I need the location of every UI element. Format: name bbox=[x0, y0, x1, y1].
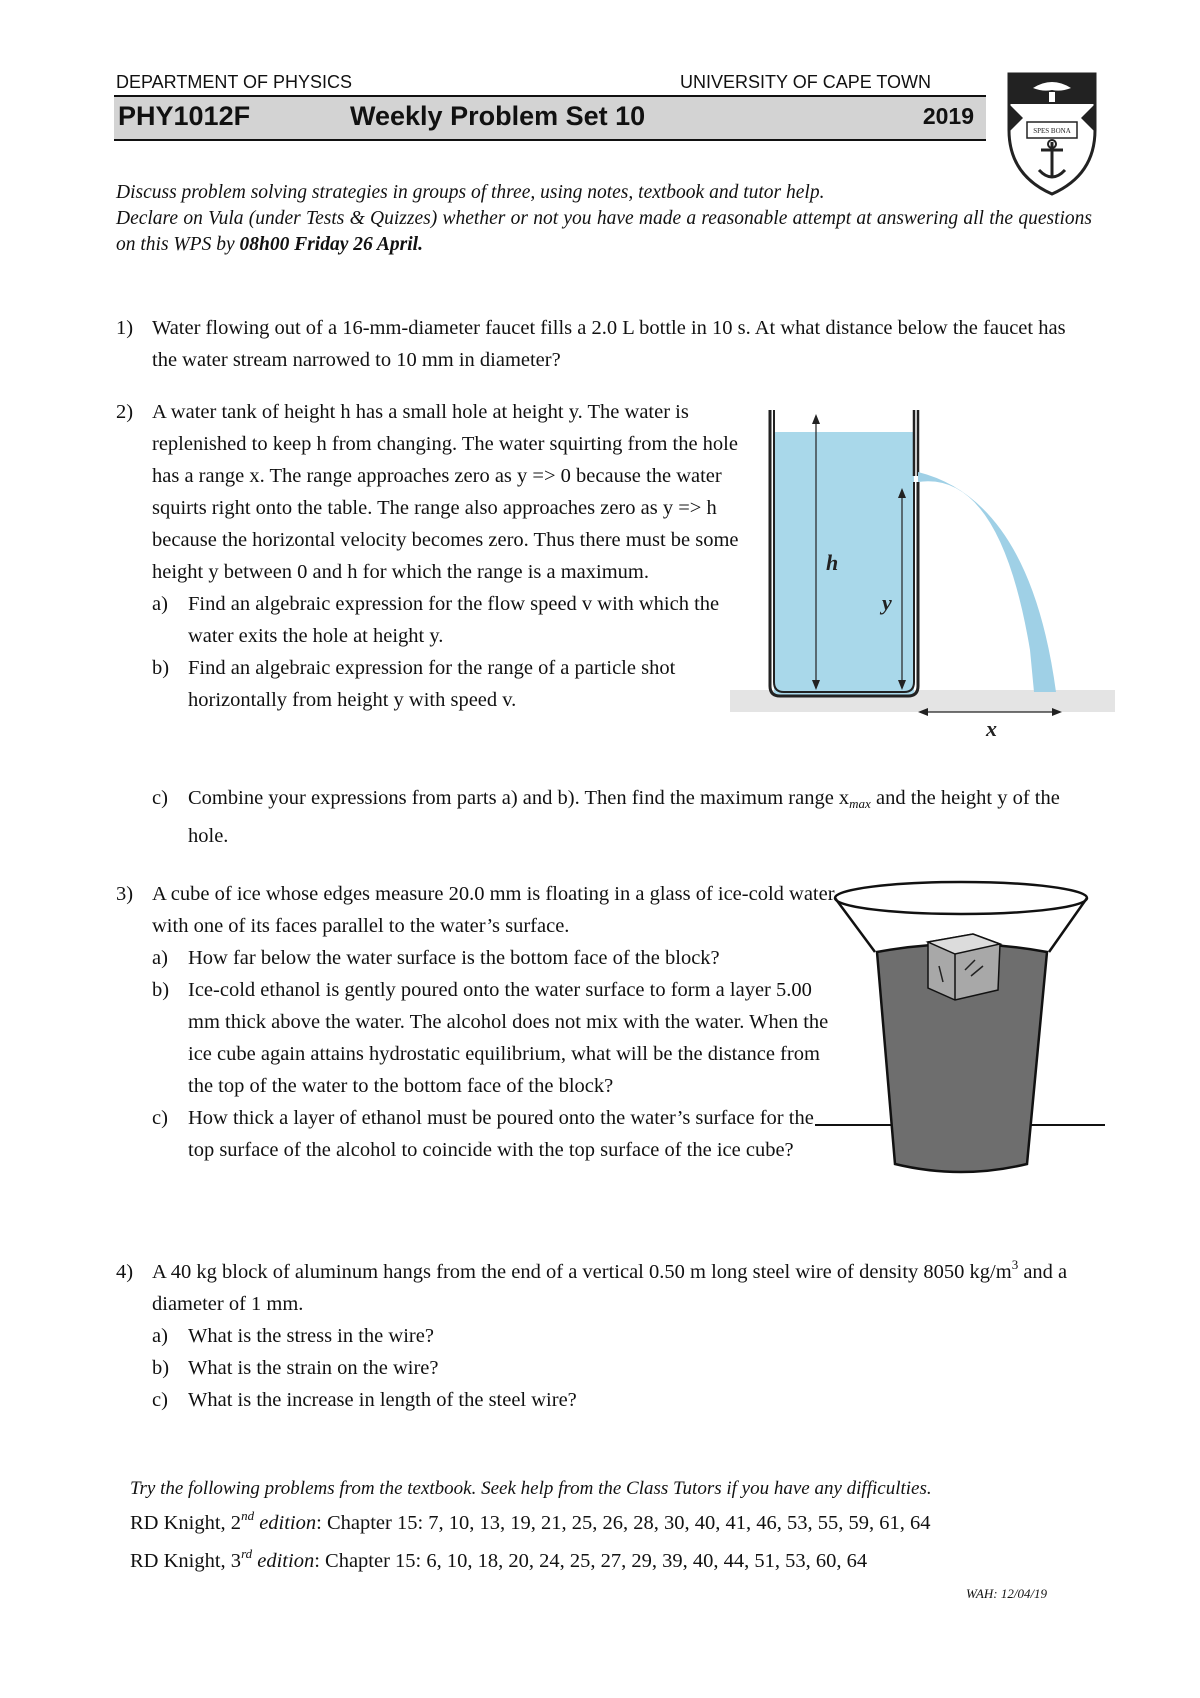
question-2 bbox=[116, 396, 756, 716]
page-title: Weekly Problem Set 10 bbox=[350, 101, 646, 131]
ice-cube-glass-diagram bbox=[815, 880, 1105, 1185]
instructions-line2: Declare on Vula (under Tests & Quizzes) whether or not you have made a reasonable attempt at answering all the questions on this WPS by 08h00 Friday 26 April. bbox=[116, 208, 1092, 255]
question-4 bbox=[116, 1256, 1092, 1416]
question-number: 4) bbox=[116, 1261, 134, 1283]
y-label: y bbox=[882, 590, 892, 615]
author-initials-date: WAH: 12/04/19 bbox=[966, 1586, 1048, 1601]
title-bar bbox=[114, 95, 986, 141]
subquestion-a: a) What is the stress in the wire? bbox=[152, 1325, 434, 1347]
question-number: 1) bbox=[116, 317, 134, 339]
department-name: DEPARTMENT OF PHYSICS bbox=[116, 72, 353, 92]
year: 2019 bbox=[922, 103, 974, 129]
max-subscript: max bbox=[849, 796, 871, 811]
question-1 bbox=[116, 312, 1092, 376]
university-name: UNIVERSITY OF CAPE TOWN bbox=[680, 72, 932, 92]
question-2-part-c bbox=[116, 782, 1092, 852]
textbook-reference-3rd-edition: RD Knight, 3rd edition: Chapter 15: 6, 10, 18, 20, 24, 25, 27, 29, 39, 40, 44, 51, 53, 60, 64 bbox=[130, 1546, 868, 1572]
question-text: Water flowing out of a 16-mm-diameter faucet fills a 2.0 L bottle in 10 s. At what distance below the faucet has the water stream narrowed to 10 mm in diameter? bbox=[152, 317, 1066, 371]
subquestion-c: c) What is the increase in length of the steel wire? bbox=[152, 1389, 577, 1411]
subquestion-b: b) Ice-cold ethanol is gently poured onto the water surface to form a layer 5.00 mm thick above the water. The alcohol does not mix with the water. When the ice cube again attains hydrostatic equilibrium, what will be the distance from the top of the water to the bottom face of the block? bbox=[152, 979, 829, 1097]
question-text: A 40 kg block of aluminum hangs from the end of a vertical 0.50 m long steel wire of density 8050 $kg/m^3$ and a diameter of 1 mm. bbox=[152, 1257, 1068, 1315]
question-number: 2) bbox=[116, 401, 134, 423]
h-label: h bbox=[826, 550, 839, 575]
x-label: x bbox=[986, 716, 997, 740]
subquestion-b: b) What is the strain on the wire? bbox=[152, 1357, 439, 1379]
instructions bbox=[116, 180, 1092, 258]
textbook-instructions: Try the following problems from the textbook. Seek help from the Class Tutors if you have any difficulties. bbox=[130, 1478, 932, 1499]
textbook-reference-2nd-edition: RD Knight, 2nd edition: Chapter 15: 7, 10, 13, 19, 21, 25, 26, 28, 30, 40, 41, 46, 53, 55, 59, 61, 64 bbox=[130, 1508, 931, 1534]
water-tank-diagram bbox=[730, 410, 1120, 740]
subquestion-a: a) How far below the water surface is the bottom face of the block? bbox=[152, 947, 720, 969]
question-3 bbox=[116, 878, 836, 1166]
instructions-line1: Discuss problem solving strategies in groups of three, using notes, textbook and tutor help. bbox=[116, 182, 825, 203]
cubed-superscript: 3 bbox=[1011, 1257, 1019, 1272]
question-text: A water tank of height h has a small hole at height y. The water is replenished to keep h from changing. The water squirting from the hole has a range x. The range approaches zero as y => 0 because the water squirts right onto the table. The range also approaches zero as y => h because the horizontal velocity becomes zero. Thus there must be some height y between 0 and h for which the range is a maximum. bbox=[152, 401, 739, 583]
question-number: 3) bbox=[116, 883, 134, 905]
course-code: PHY1012F bbox=[118, 101, 251, 131]
deadline: 08h00 Friday 26 April. bbox=[239, 234, 423, 255]
subquestion-a: a) Find an algebraic expression for the flow speed v with which the water exits the hole at height y. bbox=[152, 593, 720, 647]
subquestion-b: b) Find an algebraic expression for the range of a particle shot horizontally from height y with speed v. bbox=[152, 657, 676, 711]
university-crest-logo bbox=[1003, 70, 1101, 198]
svg-text:SPES BONA: SPES BONA bbox=[1033, 127, 1071, 135]
subquestion-c: c) How thick a layer of ethanol must be poured onto the water’s surface for the top surface of the alcohol to coincide with the top surface of the ice cube? bbox=[152, 1107, 814, 1161]
question-text: A cube of ice whose edges measure 20.0 mm is floating in a glass of ice-cold water with one of its faces parallel to the water’s surface. bbox=[152, 883, 835, 937]
subquestion-c: c) Combine your expressions from parts a) and b). Then find the maximum range xmax and the height y of the hole. bbox=[152, 787, 1060, 847]
